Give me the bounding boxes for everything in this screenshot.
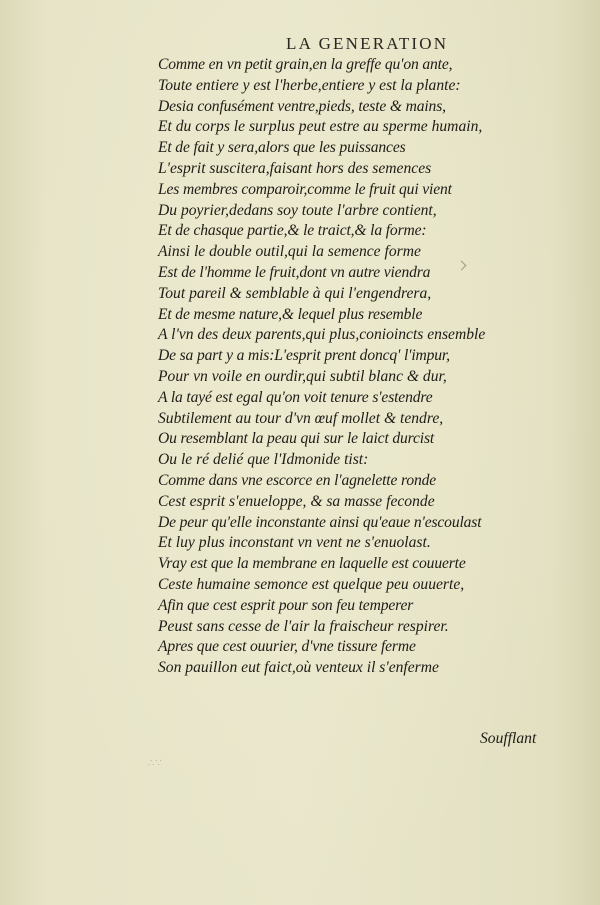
verse-line: Apres que cest ouurier, d'vne tissure ferme <box>158 638 416 656</box>
verse-line: Desia confusément ventre,pieds, teste & mains, <box>158 97 446 115</box>
verse-line: De peur qu'elle inconstante ainsi qu'eaue n'escoulast <box>158 513 482 531</box>
verse-line: L'esprit suscitera,faisant hors des semences <box>158 159 432 177</box>
verse-line: Peust sans cesse de l'air la fraischeur respirer. <box>158 617 449 635</box>
verse-line: Tout pareil & semblable à qui l'engendrera, <box>158 284 432 302</box>
verse-line: Vray est que la membrane en laquelle est couuerte <box>158 555 466 573</box>
verse-line: Son pauillon eut faict,où venteux il s'enferme <box>158 659 439 677</box>
verse-line: Toute entiere y est l'herbe,entiere y est la plante: <box>158 76 461 94</box>
verse-line: Et de fait y sera,alors que les puissances <box>158 139 406 157</box>
verse-line: Est de l'homme le fruit,dont vn autre viendra <box>158 263 431 281</box>
verse-line: Ou le ré delié que l'Idmonide tist: <box>158 451 369 469</box>
verse-line: Cest esprit s'enueloppe, & sa masse feconde <box>158 492 435 510</box>
verse-line: Subtilement au tour d'vn œuf mollet & tendre, <box>158 409 444 427</box>
verse-line: Les membres comparoir,comme le fruit qui vient <box>158 180 452 198</box>
verse-line: Et luy plus inconstant vn vent ne s'enuolast. <box>158 534 431 552</box>
verse-line: Du poyrier,dedans soy toute l'arbre contient, <box>158 201 437 219</box>
verse-line: Comme dans vne escorce en l'agnelette ronde <box>158 471 437 489</box>
verse-line: Et de mesme nature,& lequel plus resemble <box>158 305 423 323</box>
verse-line: Ceste humaine semonce est quelque peu ouuerte, <box>158 575 465 593</box>
verse-line: Pour vn voile en ourdir,qui subtil blanc & dur, <box>158 367 447 385</box>
verse-line: Et de chasque partie,& le traict,& la forme: <box>158 222 427 240</box>
verse-line: Ainsi le double outil,qui la semence forme <box>158 243 421 261</box>
verse-line: A l'vn des deux parents,qui plus,conioincts ensemble <box>158 326 486 344</box>
verse-line: Et du corps le surplus peut estre au sperme humain, <box>158 118 483 136</box>
verse-line: A la tayé est egal qu'on voit tenure s'estendre <box>158 388 433 406</box>
verse-line: Comme en vn petit grain,en la greffe qu'on ante, <box>158 56 453 73</box>
catchword: Soufflant <box>480 730 537 747</box>
running-head: LA GENERATION <box>286 34 449 53</box>
verse-line: Afin que cest esprit pour son feu temperer <box>158 596 414 614</box>
ink-smudge: ∴∵ <box>148 758 163 769</box>
verse-text <box>158 55 485 679</box>
verse-line: De sa part y a mis:L'esprit prent doncq' l'impur, <box>158 347 450 365</box>
verse-line: Ou resemblant la peau qui sur le laict durcist <box>158 430 435 448</box>
